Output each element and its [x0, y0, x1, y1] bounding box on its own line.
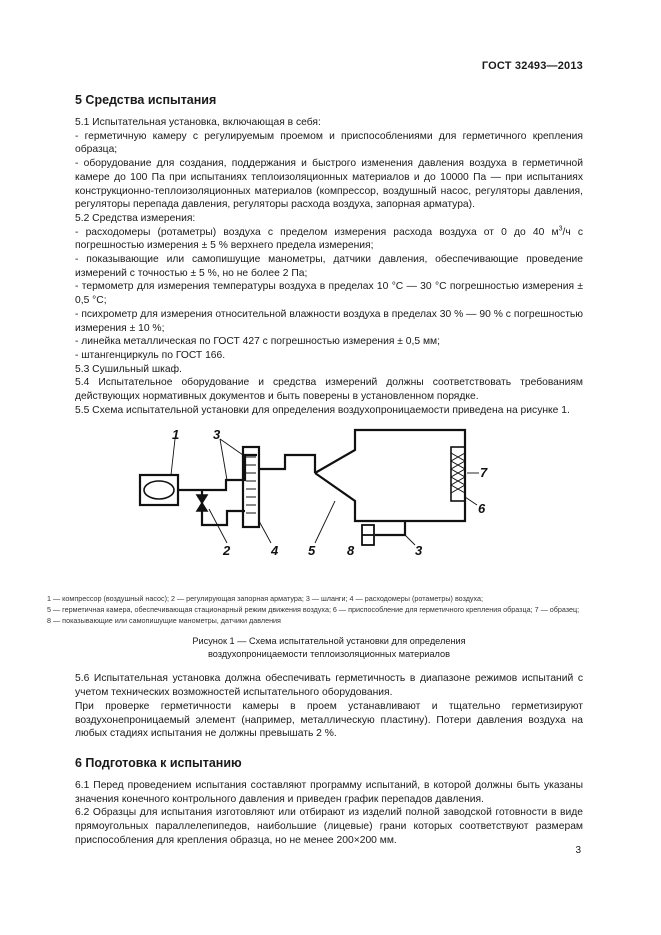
figure-1-diagram: [75, 425, 583, 587]
paragraph: 5.4 Испытательное оборудование и средства измерений должны соответствовать требованиям действующих нормативных документов и быть поверены в установленном порядке.: [75, 377, 583, 403]
label-6: 6: [478, 501, 486, 517]
compressor-ellipse: [144, 481, 174, 499]
label-8: 8: [347, 543, 355, 559]
legend-line: 1 — компрессор (воздушный насос); 2 — регулирующая запорная арматура; 3 — шланги; 4 — расходомеры (ротаметры) воздуха;: [47, 594, 484, 604]
paragraph: - психрометр для измерения относительной влажности воздуха в пределах 30 % — 90 % с погрешностью измерения ± 10 %;: [75, 308, 583, 334]
label-2: 2: [223, 543, 231, 559]
paragraph: 6.1 Перед проведением испытания составляют программу испытаний, в которой должны быть указаны значения конечного контрольного давления и приведен график перепадов давления.: [75, 779, 583, 805]
valve-symbol: [197, 495, 207, 511]
figure-legend: [47, 593, 583, 626]
label-4: 4: [271, 543, 279, 559]
hose-compressor: [178, 455, 257, 490]
label-7: 7: [480, 465, 488, 481]
caption-line: воздухопроницаемости теплоизоляционных материалов: [207, 648, 451, 659]
paragraph: При проверке герметичности камеры в проем устанавливают и тщательно герметизируют воздухонепроницаемый элемент (например, металлическую пластину). Потери давления воздуха на любых стадиях испытания не должны превышать 2 %.: [75, 700, 583, 740]
label-1: 1: [172, 427, 180, 443]
document-code: ГОСТ 32493—2013: [481, 60, 583, 72]
manometer: [362, 525, 374, 545]
paragraph: 5.5 Схема испытательной установки для определения воздухопроницаемости приведена на рисунке 1.: [75, 404, 570, 416]
figure-caption: [75, 635, 583, 660]
paragraph: - линейка металлическая по ГОСТ 427 с погрешностью измерения ± 0,5 мм;: [75, 336, 441, 348]
sample-holder: [451, 447, 465, 501]
paragraph: - штангенциркуль по ГОСТ 166.: [75, 349, 226, 361]
page-content: [47, 92, 583, 848]
legend-line: 5 — герметичная камера, обеспечивающая стационарный режим движения воздуха; 6 — приспособление для герметичного крепления образца; 7 — образец; 8 — показывающие или самопишущие манометры, датчики давления: [47, 605, 580, 626]
caption-line: Рисунок 1 — Схема испытательной установки для определения: [192, 636, 466, 647]
hose-valve: [202, 490, 245, 525]
paragraph: - термометр для измерения температуры воздуха в пределах 10 °С — 30 °С погрешностью измерения ± 0,5 °С;: [75, 281, 583, 307]
rotameter-scale: [246, 457, 256, 513]
paragraph: - расходомеры (ротаметры) воздуха с пределом измерения расхода воздуха от 0 до 40 $м^3/ч$ с погрешностью измерения ± 5 % верхнего предела измерения;: [75, 225, 583, 252]
compressor-box: [140, 475, 178, 505]
label-5: 5: [308, 543, 316, 559]
paragraph: 5.1 Испытательная установка, включающая в себя:: [75, 117, 321, 128]
paragraph: - оборудование для создания, поддержания и быстрого изменения давления воздуха в герметичной камере до 100 Па при испытаниях теплоизоляционных материалов и до 10000 Па — при испытаниях конструкционно-теплоизоляционных материалов (компрессор, воздушный насос, регуляторы давления, регуляторы перепада давления, регуляторы расхода воздуха, запорная арматура).: [75, 158, 583, 211]
hose-to-chamber: [259, 455, 315, 473]
paragraph: 5.2 Средства измерения:: [75, 212, 196, 224]
label-3b: 3: [415, 543, 423, 559]
label-3: 3: [213, 427, 221, 443]
paragraph: - герметичную камеру с регулируемым проемом и приспособлениями для герметичного крепления образца;: [75, 130, 583, 156]
paragraph: - показывающие или самопишущие манометры, датчики давления, обеспечивающие проведение измерений с точностью ± 5 %, но не более 2 Па;: [75, 254, 583, 279]
chamber-funnel: [315, 430, 465, 521]
schematic-svg: [75, 425, 583, 587]
section-5-title: 5 Средства испытания: [75, 93, 217, 107]
page-number: 3: [575, 845, 581, 856]
section-6-title: 6 Подготовка к испытанию: [75, 755, 242, 770]
hose-gauge: [375, 521, 405, 535]
paragraph: 6.2 Образцы для испытания изготовляют или отбирают из изделий полной заводской готовности в виде прямоугольных параллелепипедов, наибольшие (лицевые) грани которых соответствуют размерам приспособления для крепления образца, но не менее 200×200 мм.: [75, 807, 583, 846]
paragraph: 5.6 Испытательная установка должна обеспечивать герметичность в диапазоне режимов испытаний с учетом технических возможностей испытательного оборудования.: [75, 673, 583, 699]
paragraph: 5.3 Сушильный шкаф.: [75, 363, 182, 375]
